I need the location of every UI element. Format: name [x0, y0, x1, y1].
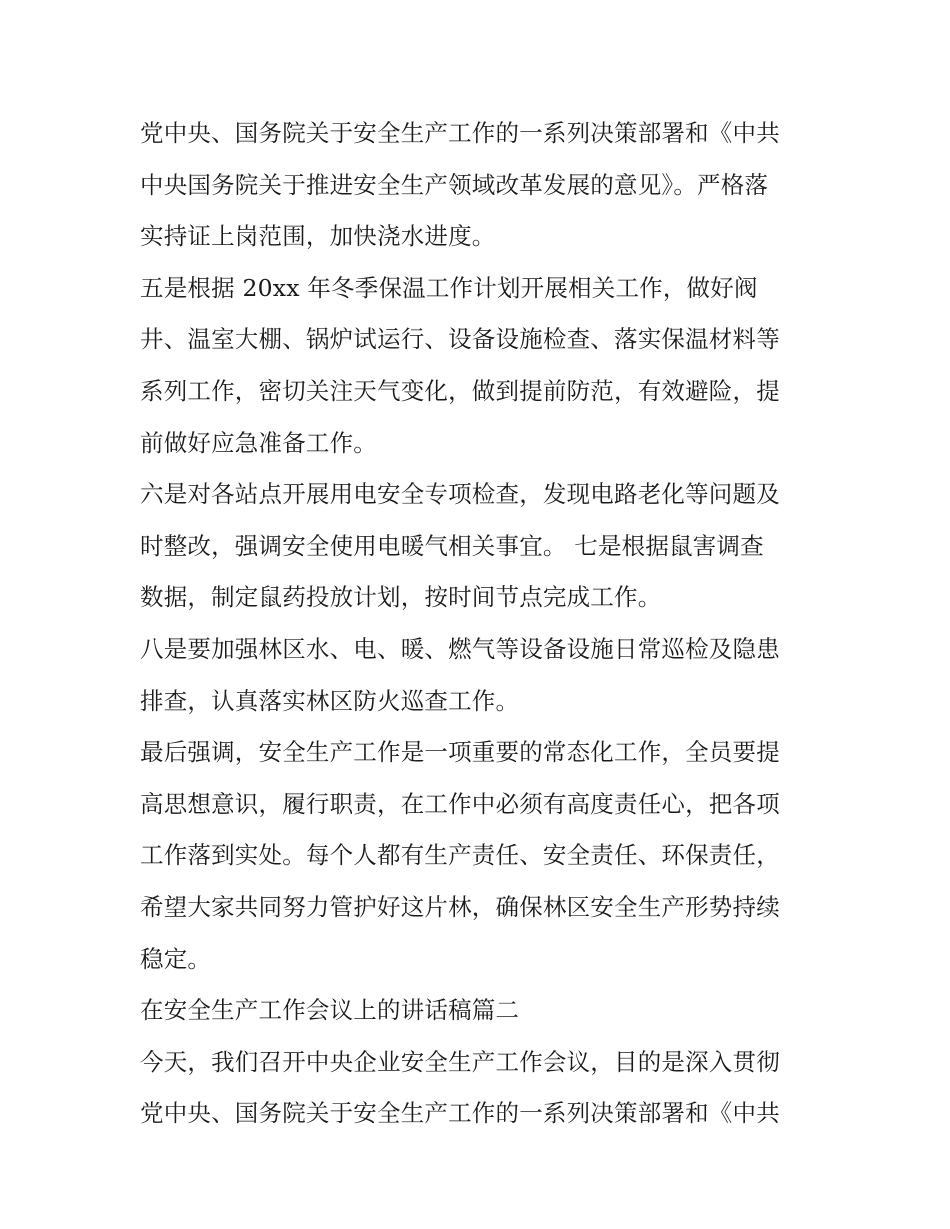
text-line: 系列工作，密切关注天气变化，做到提前防范，有效避险，提	[140, 376, 780, 405]
text-line: 工作落到实处。每个人都有生产责任、安全责任、环保责任，	[140, 841, 780, 870]
text-line: 前做好应急准备工作。	[140, 428, 377, 457]
text-line: 井、温室大棚、锅炉试运行、设备设施检查、落实保温材料等	[140, 325, 780, 354]
text-line: 六是对各站点开展用电安全专项检查，发现电路老化等问题及	[140, 480, 780, 509]
text-line: 今天，我们召开中央企业安全生产工作会议，目的是深入贯彻	[140, 1047, 780, 1076]
text-line: 时整改，强调安全使用电暖气相关事宜。 七是根据鼠害调查	[140, 531, 764, 560]
text-line: 希望大家共同努力管护好这片林，确保林区安全生产形势持续	[140, 892, 780, 921]
text-line: 实持证上岗范围，加快浇水进度。	[140, 222, 496, 251]
text-line: 数据，制定鼠药投放计划，按时间节点完成工作。	[140, 583, 662, 612]
document-body	[140, 108, 820, 1140]
text-line: 五是根据 20xx 年冬季保温工作计划开展相关工作，做好阀	[140, 273, 758, 302]
text-line: 中央国务院关于推进安全生产领域改革发展的意见》。严格落	[140, 170, 769, 199]
section-title: 在安全生产工作会议上的讲话稿篇二	[140, 996, 520, 1025]
text-line: 党中央、国务院关于安全生产工作的一系列决策部署和《中共	[140, 119, 780, 147]
text-line: 排查，认真落实林区防火巡查工作。	[140, 686, 520, 715]
text-line: 党中央、国务院关于安全生产工作的一系列决策部署和《中共	[140, 1099, 780, 1128]
text-line: 八是要加强林区水、电、暖、燃气等设备设施日常巡检及隐患	[140, 634, 780, 663]
text-line: 高思想意识，履行职责，在工作中必须有高度责任心，把各项	[140, 789, 780, 818]
text-line: 稳定。	[140, 944, 212, 973]
text-line: 最后强调，安全生产工作是一项重要的常态化工作，全员要提	[140, 738, 780, 767]
